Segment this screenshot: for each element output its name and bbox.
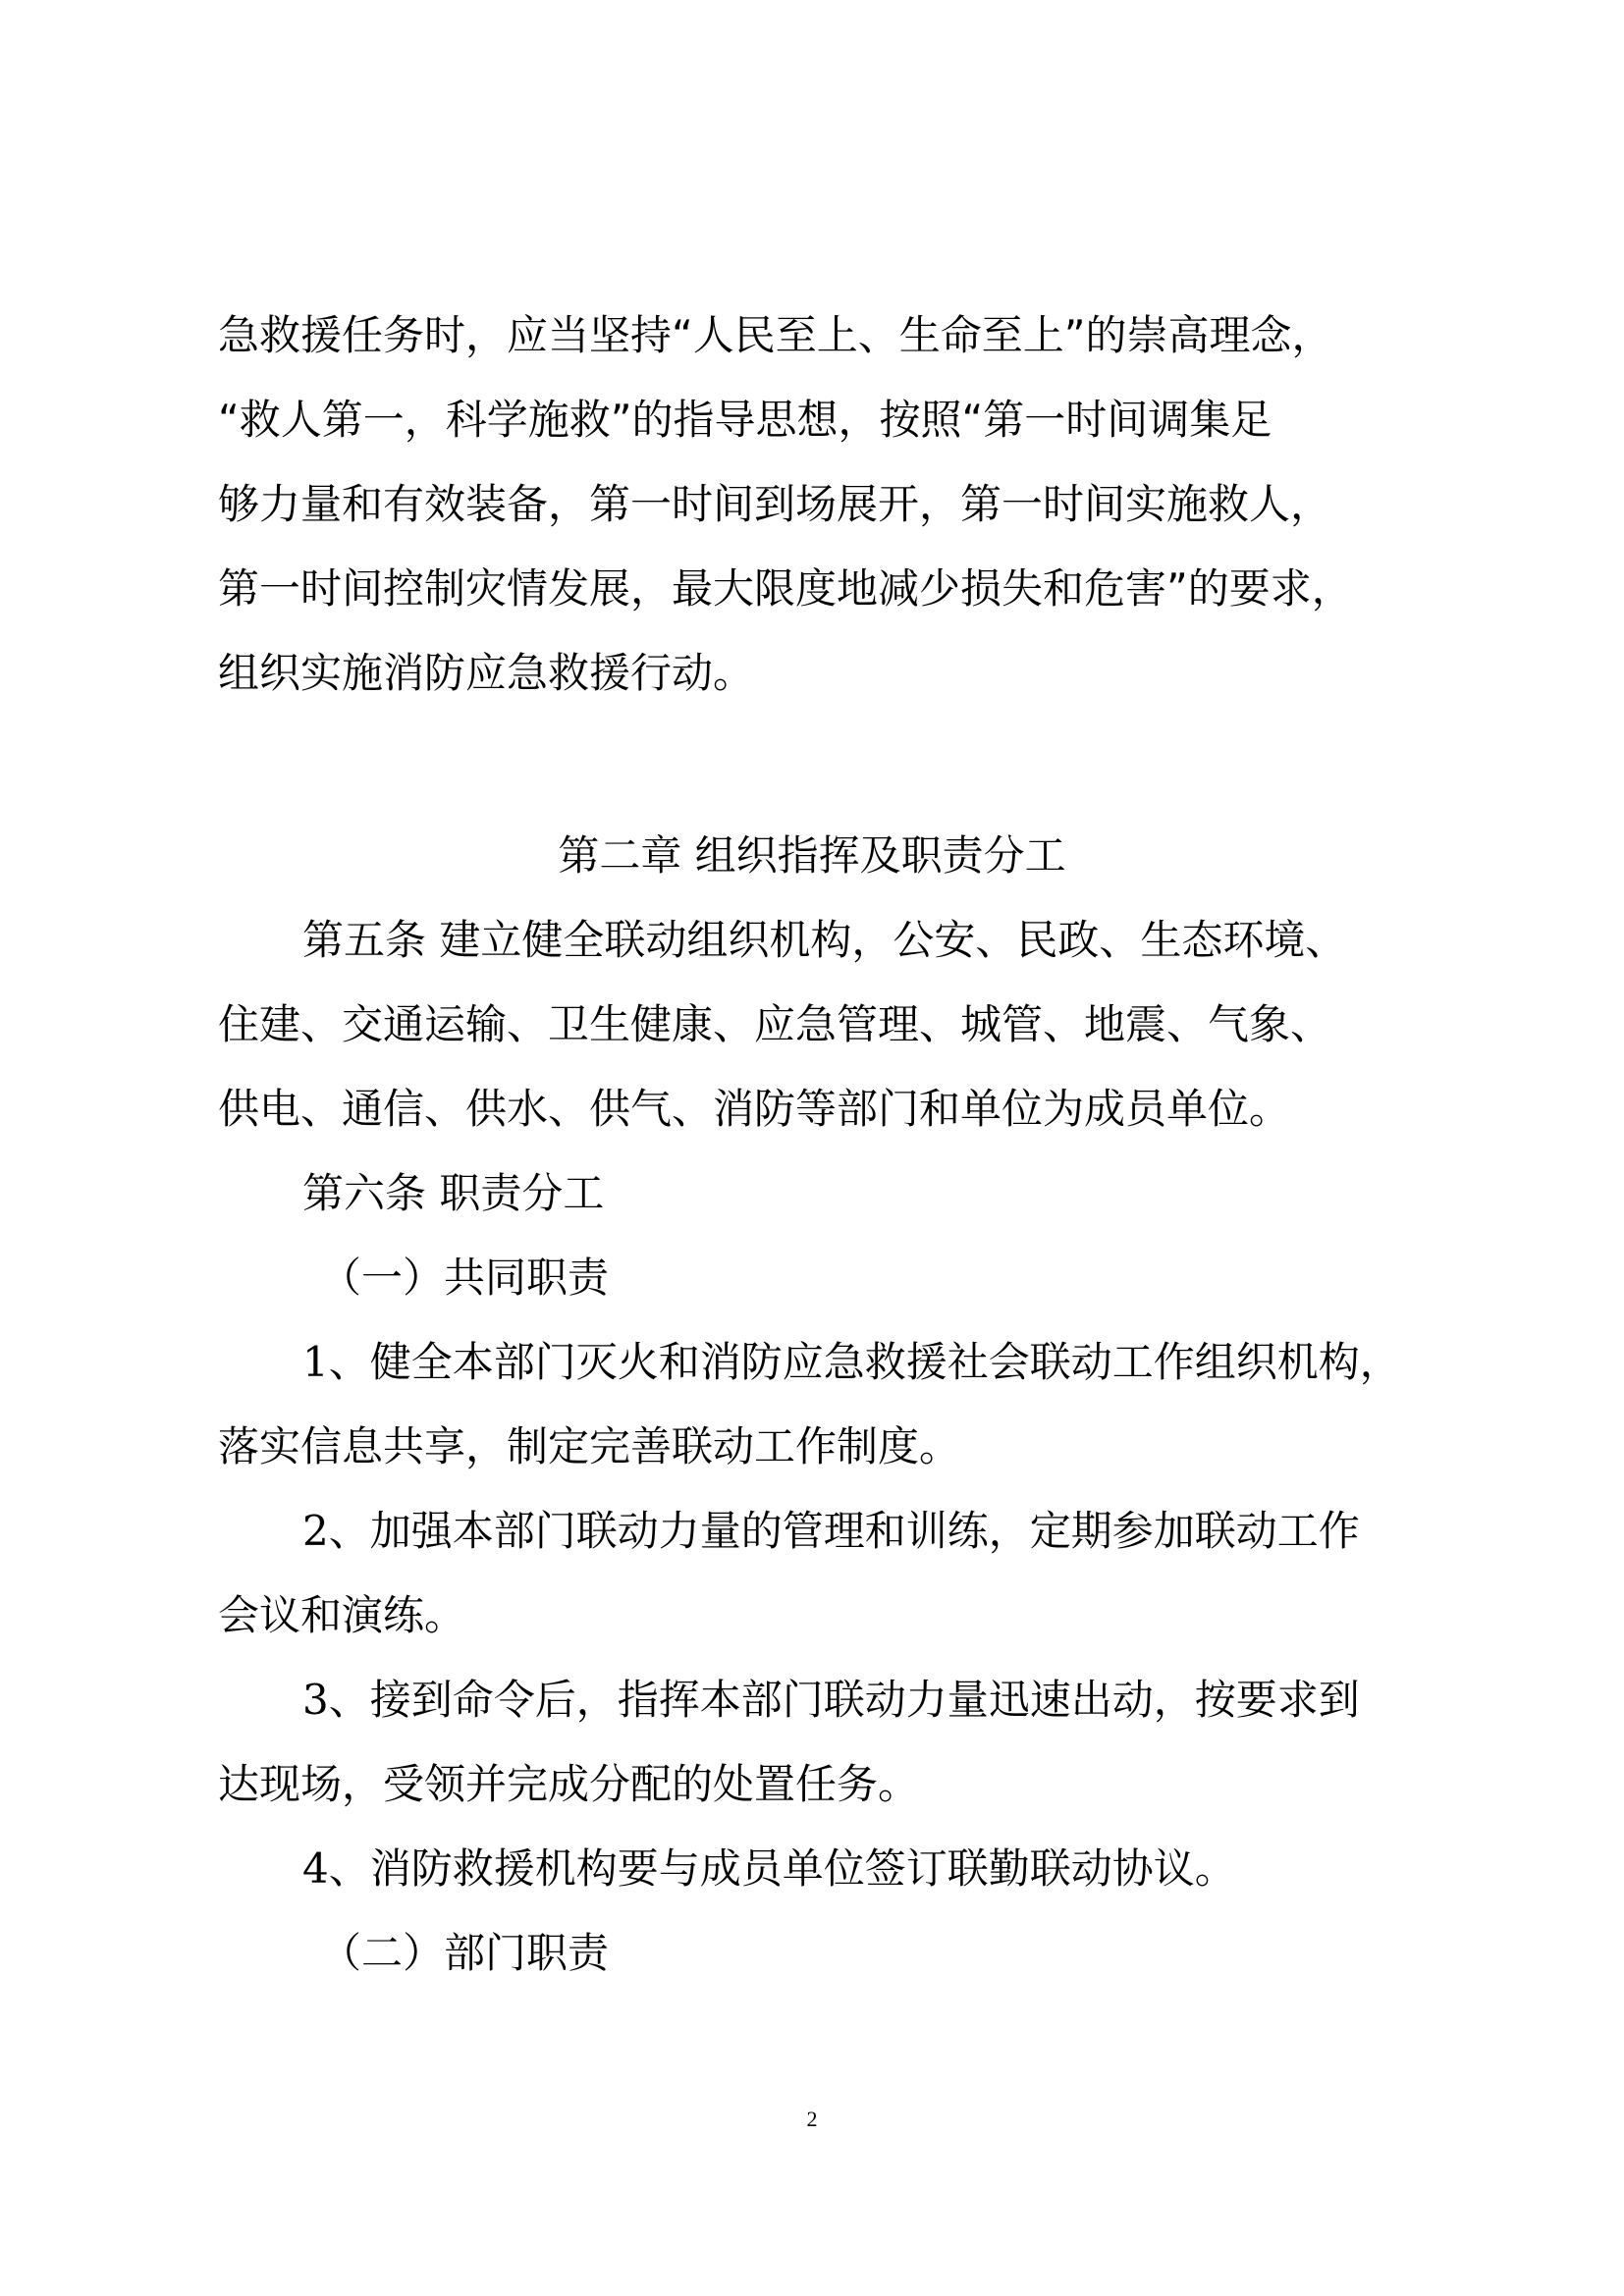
list-item-number: 3 <box>302 1676 329 1724</box>
chapter-heading: 第二章 组织指挥及职责分工 <box>558 831 1066 880</box>
list-item-number: 1 <box>302 1338 329 1386</box>
list-item-2-line-2: 会议和演练。 <box>218 1591 466 1639</box>
section-1-title: （一）共同职责 <box>320 1254 610 1302</box>
list-item-3-line-1 <box>302 1671 1360 1730</box>
list-item-2-line-1 <box>302 1502 1360 1561</box>
paragraph-line: 组织实施消防应急救援行动。 <box>218 649 755 697</box>
paragraph-line: 第一时间控制灾情发展，最大限度地减少损失和危害”的要求， <box>218 564 1353 613</box>
list-item-3-line-2: 达现场，受领并完成分配的处置任务。 <box>218 1760 920 1808</box>
list-item-1-line-2: 落实信息共享，制定完善联动工作制度。 <box>218 1422 961 1470</box>
article-5-line: 住建、交通运输、卫生健康、应急管理、城管、地震、气象、 <box>218 1000 1332 1048</box>
list-item-text: 、接到命令后，指挥本部门联动力量迅速出动，按要求到 <box>328 1676 1360 1724</box>
list-item-4-line-1 <box>302 1840 1236 1898</box>
list-item-text: 、加强本部门联动力量的管理和训练，定期参加联动工作 <box>328 1507 1360 1555</box>
article-6-title: 第六条 职责分工 <box>302 1169 605 1217</box>
paragraph-line: 急救援任务时，应当坚持“人民至上、生命至上”的崇高理念， <box>218 311 1333 359</box>
page-number: 2 <box>806 2107 818 2131</box>
list-item-number: 4 <box>302 1844 329 1893</box>
article-5-line: 第五条 建立健全联动组织机构，公安、民政、生态环境、 <box>302 916 1347 964</box>
paragraph-line: “救人第一，科学施救”的指导思想，按照“第一时间调集足 <box>218 396 1272 444</box>
list-item-number: 2 <box>302 1507 329 1555</box>
list-item-text: 、健全本部门灭火和消防应急救援社会联动工作组织机构， <box>328 1338 1401 1386</box>
list-item-1-line-1 <box>302 1333 1401 1392</box>
paragraph-line: 够力量和有效装备，第一时间到场展开，第一时间实施救人， <box>218 480 1332 528</box>
section-2-title: （二）部门职责 <box>320 1929 610 1977</box>
list-item-text: 、消防救援机构要与成员单位签订联勤联动协议。 <box>328 1844 1236 1893</box>
article-5-line: 供电、通信、供水、供气、消防等部门和单位为成员单位。 <box>218 1085 1291 1133</box>
